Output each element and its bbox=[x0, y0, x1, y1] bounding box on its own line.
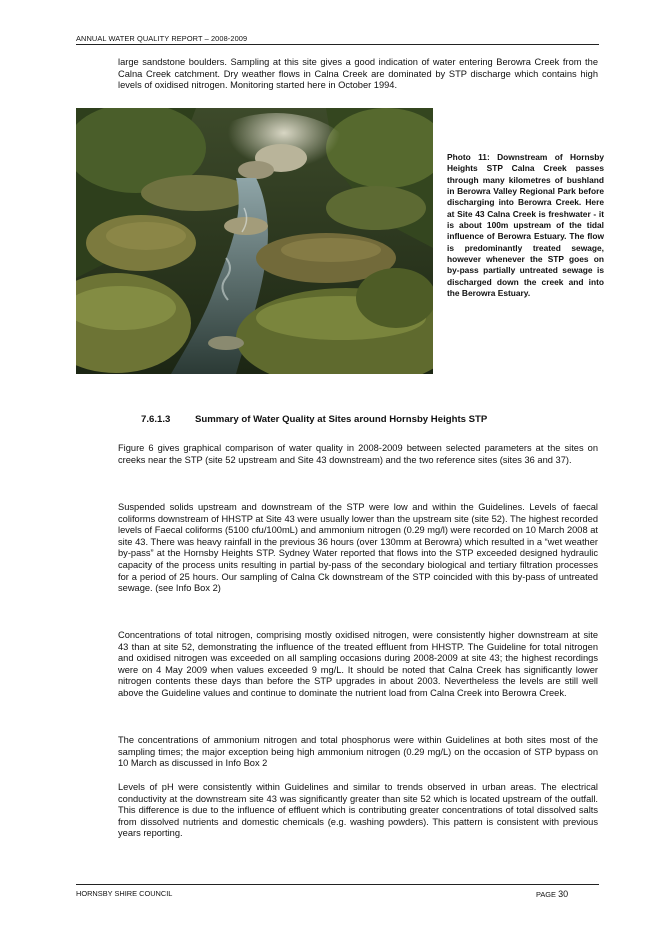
body-paragraph: Concentrations of total nitrogen, comprising mostly oxidised nitrogen, were consistently higher downstream at site 43 than at site 52, demonstrating the influence of the treated effluent from HHSTP. The Guideline for total nitrogen and oxidised nitrogen was exceeded on all sampling occasions during 2008-2009 at site 43; the highest recordings were on 4 May 2009 when values exceeded 9 mg/L. It should be noted that Calna Creek has significantly lower nitrogen contents these days than before the STP upgrades in about 2003. Nevertheless the levels are still well above the Guideline values and continue to dominate the nutrient load from Calna Creek into Berowra Creek. bbox=[118, 630, 598, 698]
running-header: ANNUAL WATER QUALITY REPORT – 2008-2009 bbox=[76, 34, 248, 43]
body-paragraph: Suspended solids upstream and downstream of the STP were low and within the Guidelines. Levels of faecal coliforms downstream of HHSTP at Site 43 were usually lower than the upstream site (site 52). The highest recorded levels of Faecal coliforms (5100 cfu/100mL) and ammonium nitrogen (0.29 mg/l) were recorded on 10 March 2008 at site 43. There was heavy rainfall in the previous 36 hours (over 130mm at Berowra) which resulted in a “wet weather by-pass” at the Hornsby Heights STP. Sydney Water reported that flows into the STP exceeded designed hydraulic capacity of the process units resulting in partial by-pass of the secondary biological and tertiary filtration processes for a period of 25 hours. Our sampling of Calna Ck downstream of the STP coincided with this by-pass of untreated sewage. (see Info Box 2) bbox=[118, 502, 598, 594]
intro-paragraph: large sandstone boulders. Sampling at this site gives a good indication of water entering Berowra Creek from the Calna Creek catchment. Dry weather flows in Calna Creek are dominated by STP discharge which contains high levels of oxidised nitrogen. Monitoring started here in October 1994. bbox=[118, 57, 598, 91]
body-paragraph: Levels of pH were consistently within Guidelines and similar to trends observed in urban areas. The electrical conductivity at the downstream site 43 was significantly greater than site 52 which is located upstream of the outfall. This difference is due to the influence of effluent which is contributing greater concentrations of total dissolved salts from dissolved nutrients and domestic chemicals (e.g. washing powders). This pattern is consistent with previous years reporting. bbox=[118, 782, 598, 839]
page-number-value: 30 bbox=[558, 889, 569, 899]
section-title: Summary of Water Quality at Sites around Hornsby Heights STP bbox=[195, 414, 488, 425]
footer-divider bbox=[76, 884, 599, 885]
page-number bbox=[536, 889, 568, 899]
section-heading bbox=[141, 414, 487, 425]
photo-caption: Photo 11: Downstream of Hornsby Heights STP Calna Creek passes through many kilometres of bushland in Berowra Valley Regional Park before discharging into Berowra Creek. Here at Site 43 Calna Creek is freshwater - it is about 100m upstream of the tidal influence of Berowra Estuary. The flow is predominantly treated sewage, however whenever the STP goes on by-pass partially untreated sewage is discharged down the creek and into the Berowra Estuary. bbox=[447, 152, 604, 299]
body-paragraph: Figure 6 gives graphical comparison of water quality in 2008-2009 between selected parameters at the sites on creeks near the STP (site 52 upstream and Site 43 downstream) and the two reference sites (sites 36 and 37). bbox=[118, 443, 598, 465]
body-paragraph: The concentrations of ammonium nitrogen and total phosphorus were within Guidelines at both sites most of the sampling times; the major exception being high ammonium nitrogen (0.29 mg/L) on the occasion of STP bypass on 10 March as discussed in Info Box 2 bbox=[118, 735, 598, 769]
page-label: PAGE bbox=[536, 890, 556, 899]
header-divider bbox=[76, 44, 599, 45]
footer-organisation: HORNSBY SHIRE COUNCIL bbox=[76, 889, 173, 898]
creek-photo bbox=[76, 108, 433, 374]
section-number: 7.6.1.3 bbox=[141, 414, 171, 425]
